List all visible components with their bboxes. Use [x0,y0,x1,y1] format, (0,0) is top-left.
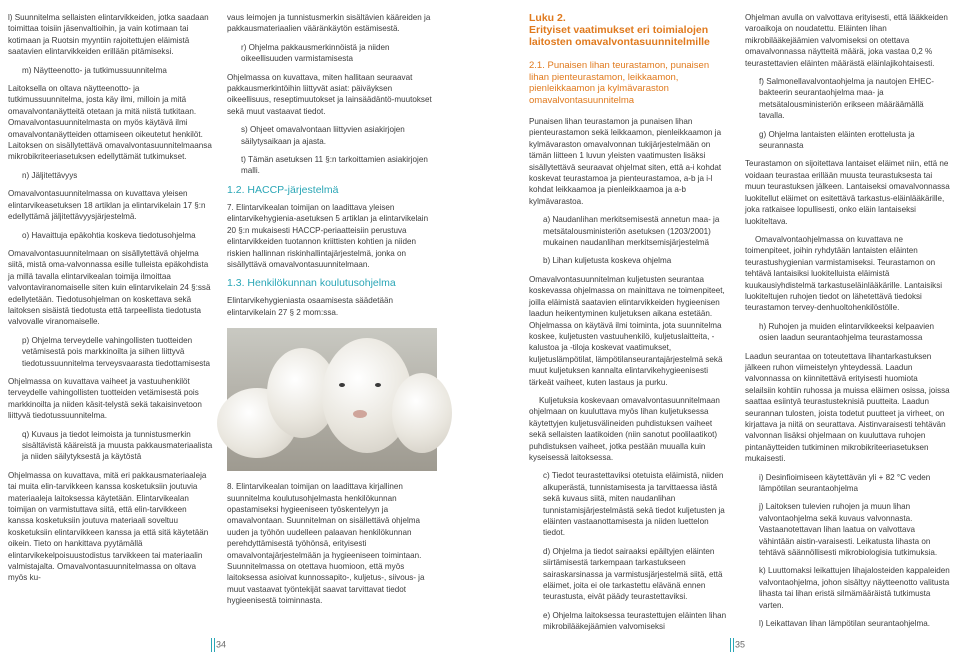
paragraph: b) Lihan kuljetusta koskeva ohjelma [543,256,672,266]
paragraph: o) Havaittuja epäkohtia koskeva tiedotusohjelma [22,230,196,240]
paragraph: m) Näytteenotto- ja tutkimussuunnitelma [22,65,167,75]
chapter-subtitle: Erityiset vaatimukset eri toimialojen laitosten omavalvontasuunnitelmille [529,24,710,48]
paragraph: Omavalvontasuunnitelman kuljetusten seurantaa koskevassa ohjelmassa on mainittava ne toimenpiteet, joilla eläimistä saatavien elintarvikkeiden hygieenisen laadun heikentyminen kuljetuksen aikana estetään. Ohjelmassa on käytävä ilmi toiminta, jota suunnitelma koskee, kuljetusten vastuuhenkilö, kuljetuslaitteita, -kalustoa ja -tiloja koskevat vaatimukset, kuljetuslämpötilat, lämpötilanseurantajärjestelmä sekä muut kuljetuksen kannalta elintarvikehygieenisesti tärkeät vaiheet, kuten lastaus ja purku. [529,274,725,387]
paragraph: p) Ohjelma terveydelle vahingollisten tuotteiden vetämisestä pois markkinoilta ja siihen liittyvä tiedotussuunnitelma terveysvaarasta tiedottamisesta [22,335,211,368]
paragraph: n) Jäljitettävyys [22,170,78,180]
section-heading-haccp: 1.2. HACCP-järjestelmä [227,183,339,196]
chapter-title: Luku 2. [529,12,566,24]
paragraph: a) Naudanlihan merkitsemisestä annetun maa- ja metsätalousministeriön asetuksen (1203/2001) mukainen naudanlihan merkitsemisjärjestelmä [543,215,720,248]
paragraph: q) Kuvaus ja tiedot leimoista ja tunnistusmerkin sisältävistä kääreistä ja muusta pakkausmateriaalista ja niiden säilytyksestä ja käytöstä [22,429,213,462]
page-number-left: 34 [210,638,226,652]
paragraph: Teurastamon on sijoitettava lantaiset eläimet niin, että ne voidaan teurastaa erillään muusta teurastuksesta tai muun teurastuksen jälkeen. Lantaiseksi omavalvonnassa luokitellut eläimet on esitettävä tarkastus-eläinlääkärille, joka ratkaisee lopullisesti, onko eläin lantaiseksi luokiteltava. [745,159,950,226]
paragraph: l) Suunnitelma sellaisten elintarvikkeiden, jotka saadaan toimittaa toisiin jäsenvaltioihin, ja vain kotimaan tai kotimaan ja Ruotsin myyntiin rajoitettujen eläimistä saatavien elintarvikkeiden erillään pitämiseksi. [8,13,209,57]
paragraph: 7. Elintarvikealan toimijan on laadittava yleisen elintarvikehygienia-asetuksen 5 artiklan ja elintarvikelain 20 §:n mukaisesti HACCP-periaatteisiin perustuva elintarvikkeiden tuotannon kriittisten kohtien ja niiden riskien hallinnan riskinhallintajärjestelmä, jonka on sisällyttävä omavalvontasuunnitelmaan. [227,202,429,269]
paragraph: Punaisen lihan teurastamon ja punaisen lihan pienteurastamon sekä leikkaamon, pienleikkaamon ja kylmävaraston omavalvonnan tukijärjestelmään on tämän liitteen 1 luvun yleisten vaatimusten lisäksi sisällytettävä seuraavat ohjelmat siten, että a-i kohdat koskevat teurastamoa ja pienteurastamoa, a-b ja i-l kohdat leikkaamoa ja pienleikkaamoa ja a-b kylmävarastoa. [529,117,722,206]
paragraph: e) Ohjelma laitoksessa teurastettujen eläinten lihan mikrobilääkejäämien valvomiseksi [543,610,727,632]
paragraph: i) Desinfioimiseen käytettävän yli + 82 °C veden lämpötilan seurantaohjelma [759,472,931,494]
paragraph: s) Ohjeet omavalvontaan liittyvien asiakirjojen säilytysaikaan ja ajasta. [241,125,405,146]
paragraph: vaus leimojen ja tunnistusmerkin sisältävien kääreiden ja pakkausmateriaalien vääränkäytön estämisestä. [227,13,431,34]
paragraph: t) Tämän asetuksen 11 §:n tarkoittamien asiakirjojen malli. [241,155,428,176]
column-2 [227,12,437,612]
paragraph: Kuljetuksia koskevaan omavalvontasuunnitelmaan ohjelmaan on kuuluttava myös lihan kuljetuksessa käytettyjen kuljetusvälineiden puhdistuksen vaiheet sekä sellaisten laatikoiden (niin sanotut poolilaatikot) puhdistuksen vaiheet, jotka pestään muualla kuin kyseisessä laitoksessa. [529,395,720,462]
paragraph: Elintarvikehygieniasta osaamisesta säädetään elintarvikelain 27 § 2 mom:ssa. [227,296,394,317]
paragraph: Ohjelman avulla on valvottava erityisesti, että lääkkeiden varoaikoja on noudatettu. Eläinten lihan mikrobilääkejäämien valvomiseksi on otettava omavalvonnassa näytteitä määrä, joka vastaa 0,2 % teurastettavien eläinten määrästä eläinlajikohtaisesti. [745,13,948,68]
paragraph: r) Ohjelma pakkausmerkinnöistä ja niiden oikeellisuuden varmistamisesta [241,42,390,64]
paragraph: l) Leikattavan lihan lämpötilan seurantaohjelma. [759,619,930,629]
paragraph: Ohjelmassa on kuvattava, mitä eri pakkausmateriaaleja tai muita elin-tarvikkeen kanssa kosketuksiin joutuvia materiaaleja laitoksessa käytetään. Elintarvikealan toimijan on varmistuttava siitä, että elin-tarvikkeen kanssa kosketuksiin joutuva materiaali soveltuu kosketuksiin elintarvikkeen kanssa ja että sitä käytetään oikein. Tieto on hankittava pyytämällä elintarvikekelpoisuustodistus tarvikkeen tai materiaalin valmistajalta. Omavalvontasuunnitelmassa on oltava myös ku- [8,470,209,583]
page-number-right: 35 [729,638,745,652]
paragraph: 8. Elintarvikealan toimijan on laadittava kirjallinen suunnitelma koulutusohjelmasta henkilökunnan opastamiseksi hygieeniseen työskentelyyn ja omavalvontaan. Suunnitelman on sisällettävä ohjelma uuden ja työhön uudelleen palaavan henkilökunnan perehdyttämisestä työhönsä, erityisesti omavalvontajärjestelmään ja hygieeniseen toimintaan. Suunnitelmassa on otettava huomioon, että myös laitoksessa asioivat kunnossapito-, kuljetus-, siivous- ja muut vastaavat työntekijät saavat tarvittavat tiedot hygieenisestä toiminnasta. [227,482,425,606]
paragraph: Omavalvontasuunnitelmassa on kuvattava yleisen elintarvikeasetuksen 18 artiklan ja elintarvikelain 17 §:n edellyttämä jäljitettävyysjärjestelmä. [8,189,206,222]
column-3 [529,12,727,632]
paragraph: Laitoksella on oltava näytteenotto- ja tutkimussuunnitelma, josta käy ilmi, milloin ja mitä omavalvontanäytteitä otetaan ja mitä niistä tutkitaan. Omavalvontasuunnitelmasta on myös käytävä ilmi omavalvontanäytteiden ottamiseen oikeutetut henkilöt. Laitoksen on sisällytettävä omavalvontasuunnitelmaansa mikrobikriteeriasetuksen edellyttämät tutkimukset. [8,84,212,162]
paragraph: Ohjelmassa on kuvattava, miten hallitaan seuraavat pakkausmerkintöihin liittyvät asiat: päiväyksen oikeellisuus, reseptimuutokset ja lainsäädäntö-muutokset sekä muut vastaavat tiedot. [227,72,432,116]
paragraph: k) Luuttomaksi leikattujen lihajalosteiden kappaleiden valvontaohjelma, johon sisältyy näytteenotto valitusta lihasta tai lihan eristä silmämääräistä tutkimusta varten. [759,566,950,610]
paragraph: f) Salmonellavalvontaohjelma ja nautojen EHEC-bakteerin seurantaohjelma maa- ja metsätalousministeriön erikseen määräämällä tavalla. [759,77,935,121]
paragraph: Omavalvontaohjelmassa on kuvattava ne toimenpiteet, joihin ryhdytään lantaisten eläinten teurastushygienian varmistamiseksi. Teurastamon on tehtävä lantaisiksi luokitelluista eläimistä kuukausiyhdistelmä tarkastuseläinlääkärille. Lantaisiksi luokiteltujen ruhojen tiedot on lähetettävä tiedoksi teurastamon tervey-denhuoltohenkilöstölle. [745,234,943,313]
section-heading-training: 1.3. Henkilökunnan koulutusohjelma [227,277,396,290]
paragraph: j) Laitoksen tulevien ruhojen ja muun lihan valvontaohjelma sekä kuvaus valvonnasta. Vastaanotettavan lihan laatua on valvottava vähintään aistin-varaisesti. Leikatusta lihasta on tehtävä säännöllisesti mikrobiologisia tutkimuksia. [759,502,938,558]
sheep-photo [227,328,437,471]
paragraph: c) Tiedot teurastettaviksi otetuista eläimistä, niiden alkuperästä, tunnistamisesta ja tarvittaessa iästä sekä kuvaus siitä, miten naudanlihan tunnistamisjärjestelmästä sekä tiedot kuljetusten ja eläinten vastaanottamisesta ja niiden luettelon tiedot. [543,471,725,538]
column-1 [8,12,213,617]
section-heading-red-meat: 2.1. Punaisen lihan teurastamon, punaisen lihan pienteurastamon, leikkaamon, pienleikkaamon ja kylmävaraston omavalvontasuunnitelma [529,60,710,106]
paragraph: Omavalvontasuunnitelmaan on sisällytettävä ohjelma siitä, mistä oma-valvonnassa esille tulleista epäkohdista ja millä tavalla elintarvikealan toimija ilmoittaa valvontaviranomaiselle siten kuin elintarvikelain 24 §:ssä edellytetään. Tiedotusohjelman on koskettava sekä laitoksen sisäistä tiedotusta että tarpeellista tiedotusta valvovalle viranomaiselle. [8,248,211,327]
column-4 [745,12,950,629]
paragraph: Laadun seurantaa on toteutettava lihantarkastuksen jälkeen ruhon viimeistelyn yhteydessä. Laadun valvonnassa on kiinnitettävä erityisesti huomiota selailsiin kohtiin ruhossa ja muissa eläimen osissa, joissa saattaa esiintyä teurastusteknisiä puutteita. Laadun seurannan tulosten, joista todetut puutteet ja virheet, on kirjattava ja niitä on seurattava. Aistinvaraisesti tehtävän valvonnan lisäksi ohjelmaan on kuuluttava ruhojen pintanäytteiden tutkiminen mikrobikriteeriasetuksen mukaisesti. [745,351,950,464]
paragraph: h) Ruhojen ja muiden elintarvikkeeksi kelpaavien osien laadun seurantaohjelma teurastamossa [759,321,935,343]
paragraph: g) Ohjelma lantaisten eläinten erottelusta ja seurannasta [759,129,915,151]
paragraph: d) Ohjelma ja tiedot sairaaksi epäiltyjen eläinten siirtämisestä tarkempaan tarkastukseen sairaskarsinassa ja varmistusjärjestelmä siitä, että eläimet, joita ei ole tarkastettu elävänä ennen teurastusta, eivät päädy teurastettaviksi. [543,546,723,602]
paragraph: Ohjelmassa on kuvattava vaiheet ja vastuuhenkilöt terveydelle vahingollisten tuotteiden vetämisestä pois markkinoilta ja niiden käsit-telystä sekä takaisinvetoon liittyvä tiedotussuunnitelma. [8,376,202,421]
